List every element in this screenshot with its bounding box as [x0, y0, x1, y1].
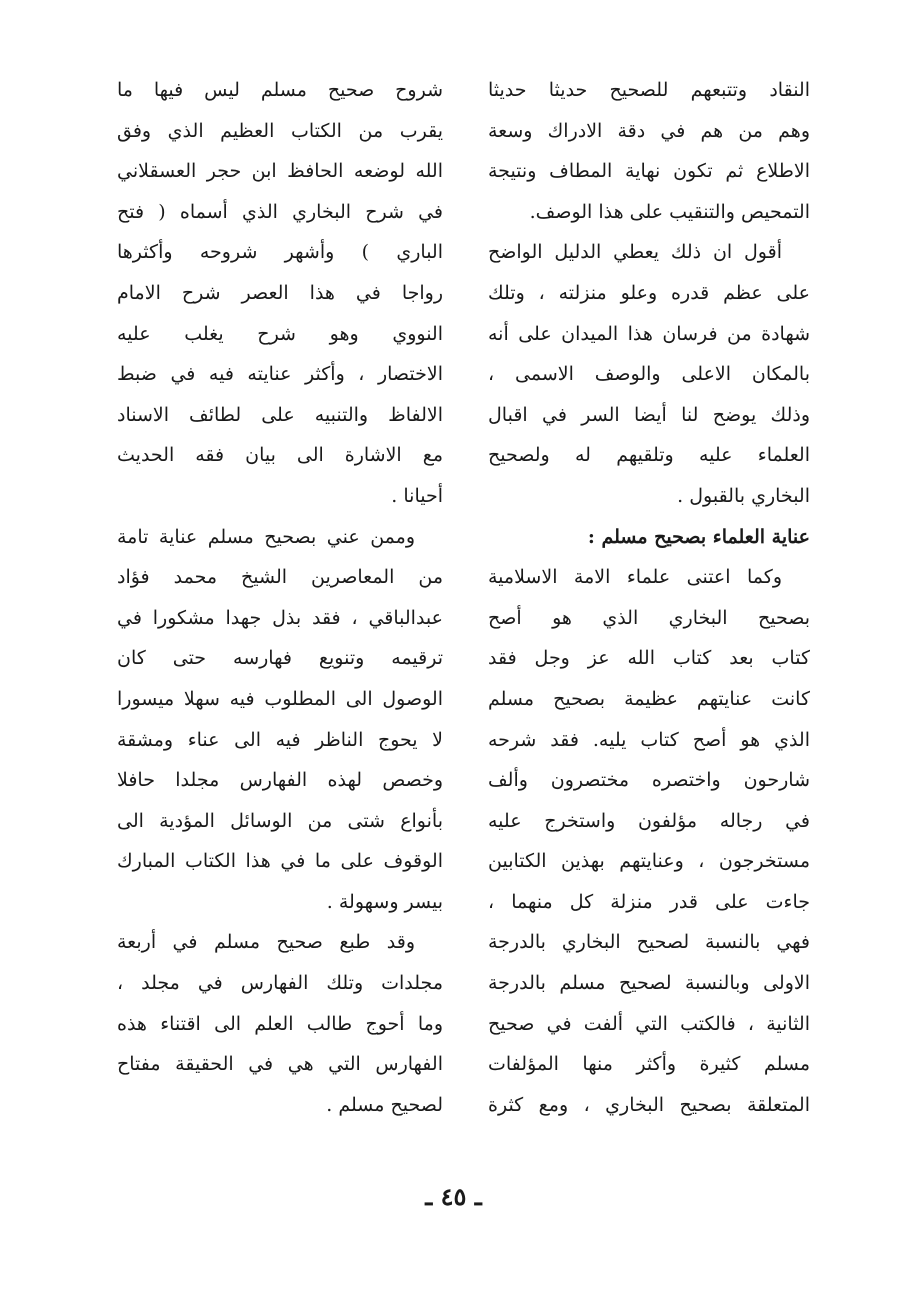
- text-line: في شرح البخاري الذي أسماه ( فتح: [117, 200, 443, 223]
- text-line: التمحيص والتنقيب على هذا الوصف.: [529, 200, 810, 223]
- text-line: بصحيح البخاري الذي هو أصح: [488, 606, 810, 629]
- text-line: يقرب من الكتاب العظيم الذي وفق: [117, 119, 443, 142]
- text-line: أحيانا .: [391, 484, 443, 507]
- text-line: وما أحوج طالب العلم الى اقتناء هذه: [117, 1012, 443, 1035]
- text-line: شروح صحيح مسلم ليس فيها ما: [117, 79, 443, 101]
- text-line: النووي وهو شرح يغلب عليه: [117, 322, 443, 345]
- text-line: على عظم قدره وعلو منزلته ، وتلك: [488, 281, 810, 304]
- text-line: وكما اعتنى علماء الامة الاسلامية: [488, 566, 782, 589]
- text-line: في رجاله مؤلفون واستخرج عليه: [488, 809, 810, 832]
- text-line: من المعاصرين الشيخ محمد فؤاد: [117, 566, 443, 589]
- text-line: لصحيح مسلم .: [326, 1093, 443, 1116]
- left-text-column: [117, 70, 443, 1125]
- text-line: وخصص لهذه الفهارس مجلدا حافلا: [117, 769, 443, 792]
- text-line: النقاد وتتبعهم للصحيح حديثا حديثا: [488, 79, 810, 101]
- text-line: البخاري بالقبول .: [677, 484, 810, 507]
- text-line: الباري ) وأشهر شروحه وأكثرها: [117, 241, 443, 264]
- text-line: الله لوضعه الحافظ ابن حجر العسقلاني: [117, 160, 443, 183]
- section-heading: عناية العلماء بصحيح مسلم :: [587, 525, 810, 548]
- text-line: المتعلقة بصحيح البخاري ، ومع كثرة: [488, 1093, 810, 1116]
- right-text-column: [488, 70, 810, 1125]
- text-line: لا يحوج الناظر فيه الى عناء ومشقة: [117, 728, 443, 751]
- text-line: بأنواع شتى من الوسائل المؤدية الى: [117, 809, 443, 832]
- text-line: مجلدات وتلك الفهارس في مجلد ،: [117, 972, 443, 995]
- text-line: رواجا في هذا العصر شرح الامام: [117, 281, 443, 304]
- text-line: وقد طبع صحيح مسلم في أربعة: [117, 931, 415, 954]
- text-line: أقول ان ذلك يعطي الدليل الواضح: [488, 241, 782, 264]
- text-line: فهي بالنسبة لصحيح البخاري بالدرجة: [488, 931, 810, 954]
- text-line: شارحون واختصره مختصرون وألف: [488, 769, 810, 792]
- text-line: ترقيمه وتنويع فهارسه حتى كان: [117, 647, 443, 670]
- text-line: الوقوف على ما في هذا الكتاب المبارك: [117, 850, 443, 873]
- text-line: الذي هو أصح كتاب يليه. فقد شرحه: [488, 728, 810, 751]
- text-line: كانت عنايتهم عظيمة بصحيح مسلم: [488, 687, 810, 710]
- text-line: شهادة من فرسان هذا الميدان على أنه: [488, 322, 810, 345]
- page-number: ـ ٤٥ ـ: [425, 1182, 482, 1211]
- text-line: الاولى وبالنسبة لصحيح مسلم بالدرجة: [488, 972, 810, 995]
- text-line: الاطلاع ثم تكون نهاية المطاف ونتيجة: [488, 160, 810, 183]
- text-line: الفهارس التي هي في الحقيقة مفتاح: [117, 1053, 443, 1076]
- text-line: العلماء عليه وتلقيهم له ولصحيح: [488, 444, 810, 467]
- text-line: بيسر وسهولة .: [326, 890, 443, 913]
- text-line: وممن عني بصحيح مسلم عناية تامة: [117, 525, 415, 548]
- text-line: وهم من هم في دقة الادراك وسعة: [488, 119, 810, 142]
- text-line: بالمكان الاعلى والوصف الاسمى ،: [488, 363, 810, 386]
- text-line: عبدالباقي ، فقد بذل جهدا مشكورا في: [117, 606, 443, 629]
- text-line: وذلك يوضح لنا أيضا السر في اقبال: [488, 403, 810, 426]
- text-line: الثانية ، فالكتب التي ألفت في صحيح: [488, 1012, 810, 1035]
- text-line: مسلم كثيرة وأكثر منها المؤلفات: [488, 1053, 810, 1076]
- text-line: جاءت على قدر منزلة كل منهما ،: [488, 890, 810, 913]
- text-line: كتاب بعد كتاب الله عز وجل فقد: [488, 647, 810, 670]
- text-line: مع الاشارة الى بيان فقه الحديث: [117, 444, 443, 467]
- text-line: الالفاظ والتنبيه على لطائف الاسناد: [117, 403, 443, 426]
- text-line: مستخرجون ، وعنايتهم بهذين الكتابين: [488, 850, 810, 873]
- text-line: الوصول الى المطلوب فيه سهلا ميسورا: [117, 687, 443, 710]
- text-line: الاختصار ، وأكثر عنايته فيه في ضبط: [117, 363, 443, 386]
